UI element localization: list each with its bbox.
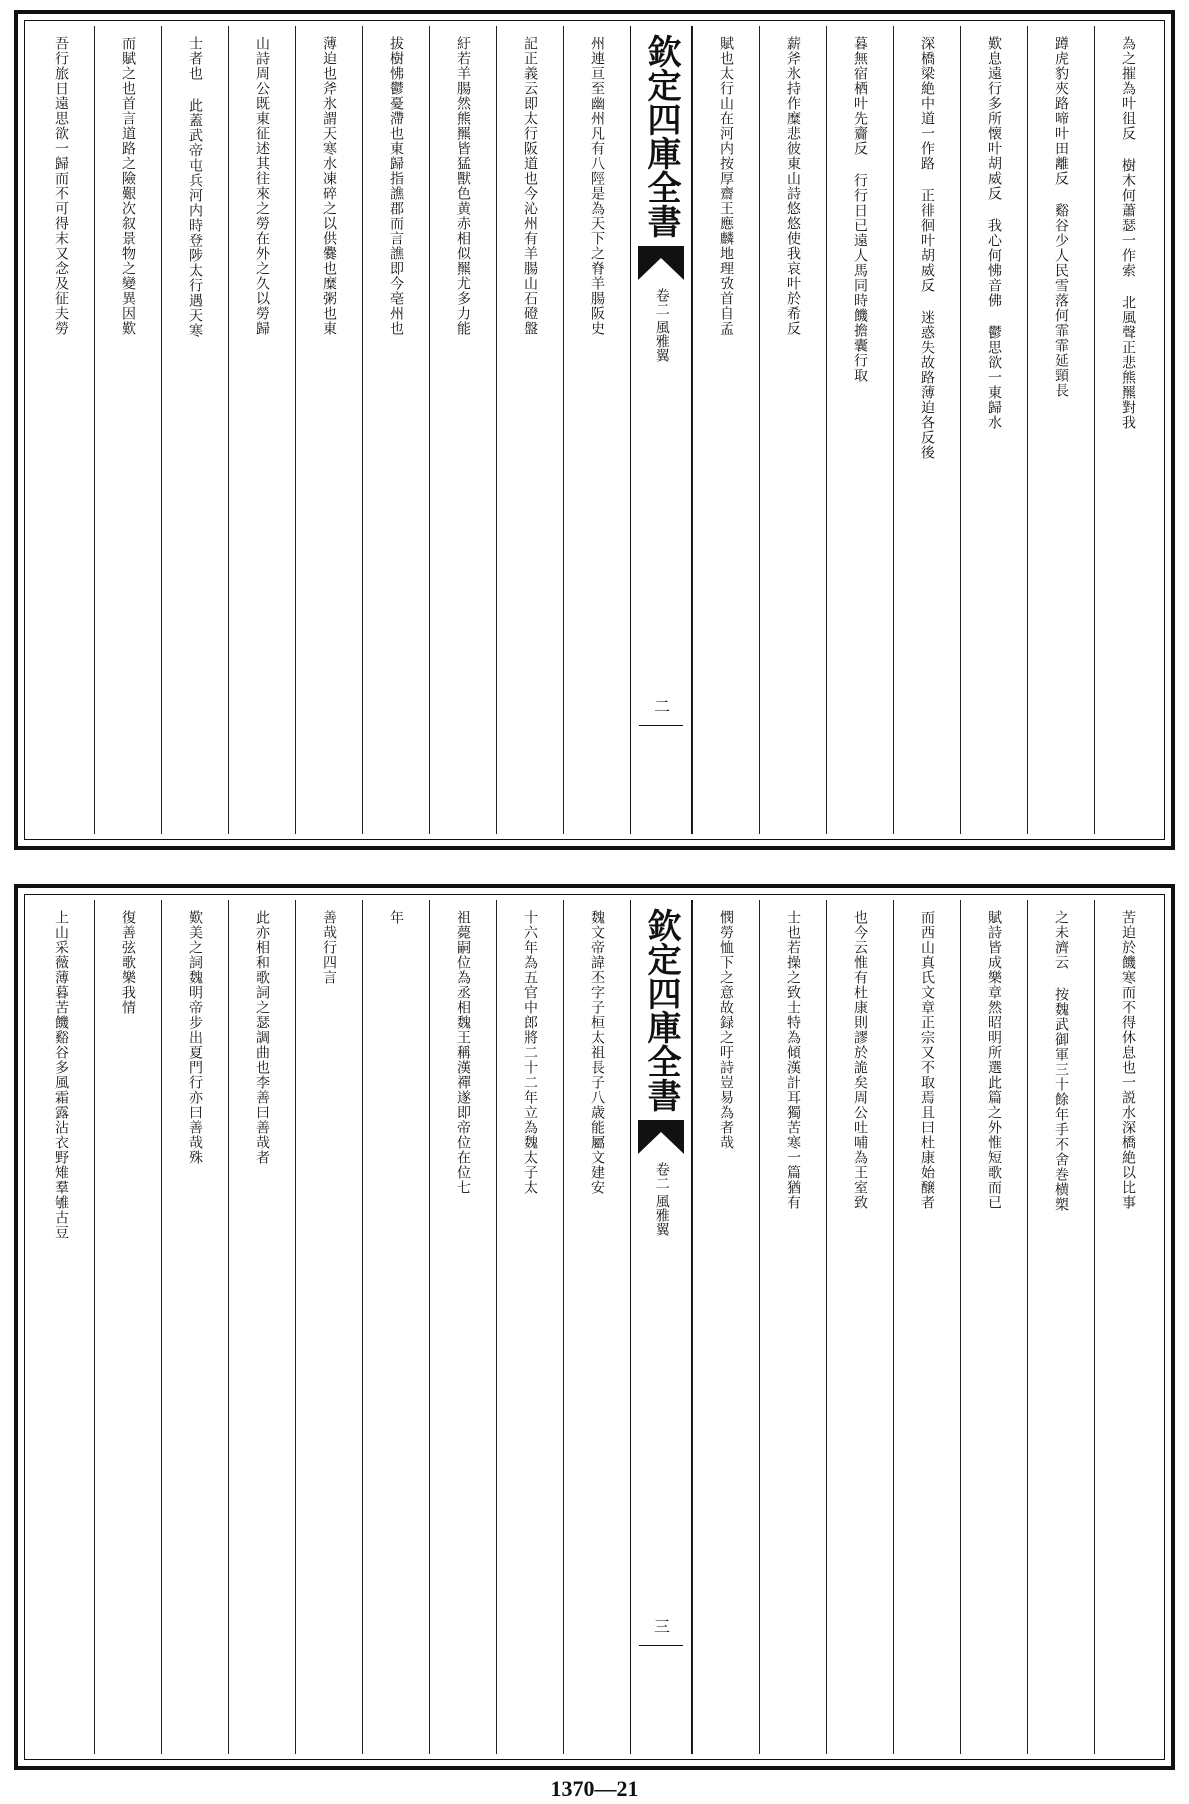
text-column	[295, 900, 362, 1754]
column-text: 暮無宿栖叶先齎反 行行日已遠人馬同時饑擔囊行取	[852, 36, 869, 383]
text-column	[362, 900, 429, 1754]
fish-tail-mark-icon	[638, 1120, 684, 1154]
column-text: 薪斧氷持作糜悲彼東山詩悠悠使我哀叶於希反	[785, 36, 802, 336]
text-column	[1094, 900, 1161, 1754]
spine-volume: 卷二	[653, 288, 670, 316]
spine-title: 欽定四庫全書	[641, 908, 681, 1112]
text-column	[1094, 26, 1161, 834]
text-column	[28, 26, 94, 834]
spine-book-title: 風雅翼	[653, 320, 670, 362]
text-column	[496, 26, 563, 834]
text-column	[893, 26, 960, 834]
column-text: 也今云惟有杜康則謬於詭矣周公吐哺為王室致	[852, 910, 869, 1210]
fish-tail-mark-icon	[638, 246, 684, 280]
column-text: 山詩周公既東征述其往來之勞在外之久以勞歸	[254, 36, 271, 336]
spine-book-title: 風雅翼	[653, 1194, 670, 1236]
text-column	[429, 26, 496, 834]
text-column	[496, 900, 563, 1754]
text-column	[362, 26, 429, 834]
page-spine	[630, 26, 692, 834]
column-text: 州連亘至幽州凡有八陘是為天下之脊羊腸阪史	[589, 36, 606, 336]
text-column	[94, 900, 161, 1754]
column-text: 吾行旅日遠思欲一歸而不可得末又念及征夫勞	[53, 36, 70, 336]
text-column	[826, 26, 893, 834]
spine-page-number: 三	[651, 1618, 671, 1634]
text-column	[960, 900, 1027, 1754]
column-text: 蹲虎豹夾路啼叶田離反 谿谷少人民雪落何霏霏延頸長	[1053, 36, 1070, 398]
column-text: 為之摧為叶徂反 樹木何蕭瑟一作索 北風聲正悲熊羆對我	[1120, 36, 1137, 430]
spine-volume: 卷二	[653, 1162, 670, 1190]
column-text: 記正義云即太行阪道也今沁州有羊腸山石磴盤	[522, 36, 539, 336]
text-column	[1027, 26, 1094, 834]
text-column	[161, 900, 228, 1754]
column-text: 而西山真氏文章正宗又不取焉且曰杜康始醸者	[919, 910, 936, 1210]
text-column	[893, 900, 960, 1754]
page-footer-number: 1370—21	[550, 1776, 639, 1801]
column-text: 賦也太行山在河内按厚齋王應麟地理攷首自孟	[718, 36, 735, 336]
spine-subtitle	[653, 1162, 668, 1236]
page-top	[14, 10, 1175, 850]
page-spine	[630, 900, 692, 1754]
text-column	[960, 26, 1027, 834]
column-text: 歎美之詞魏明帝步出夏門行亦曰善哉殊	[187, 910, 204, 1165]
text-column	[692, 26, 759, 834]
column-text: 歎息遠行多所懐叶胡威反 我心何怫音佛 鬱思欲一東歸水	[986, 36, 1003, 430]
spine-page-number: 二	[651, 698, 671, 714]
column-text: 賦詩皆成樂章然昭明所選此篇之外惟短歌而已	[986, 910, 1003, 1210]
spine-subtitle	[653, 288, 668, 362]
column-text: 拔樹怫鬱憂滯也東歸指譙郡而言譙即今亳州也	[388, 36, 405, 336]
text-column	[295, 26, 362, 834]
column-text: 士也若操之致士特為傾漢計耳獨苦寒一篇猶有	[785, 910, 802, 1210]
text-column	[826, 900, 893, 1754]
column-text: 此亦相和歌詞之瑟調曲也李善曰善哉者	[254, 910, 271, 1165]
column-text: 祖薨嗣位為丞相魏王稱漢禪遂即帝位在位七	[455, 910, 472, 1195]
text-column	[563, 26, 630, 834]
column-text: 士者也 此蓋武帝屯兵河内時登陟太行遇天寒	[187, 36, 204, 338]
column-text: 魏文帝諱丕字子桓太祖長子八歳能屬文建安	[589, 910, 606, 1195]
column-text: 而賦之也首言道路之險艱次叙景物之變異因歎	[120, 36, 137, 336]
column-text: 年	[388, 910, 405, 925]
column-text: 善哉行四言	[321, 910, 338, 985]
spine-divider	[639, 725, 683, 726]
text-column	[161, 26, 228, 834]
text-column	[692, 900, 759, 1754]
text-column	[1027, 900, 1094, 1754]
text-column	[228, 900, 295, 1754]
page-bottom	[14, 884, 1175, 1770]
column-text: 憫勞恤下之意故録之吁詩豈易為者哉	[718, 910, 735, 1150]
column-text: 復善弦歌樂我情	[120, 910, 137, 1015]
text-column	[28, 900, 94, 1754]
text-column	[228, 26, 295, 834]
text-column	[563, 900, 630, 1754]
column-text: 紆若羊腸然熊羆皆猛獸色黄赤相似羆尤多力能	[455, 36, 472, 336]
spine-title: 欽定四庫全書	[641, 34, 681, 238]
column-text: 苦迫於饑寒而不得休息也一説水深橋絶以比事	[1120, 910, 1137, 1210]
column-text: 薄迫也斧氷謂天寒水凍碎之以供爨也糜粥也東	[321, 36, 338, 336]
column-text: 深橋梁絶中道一作路 正徘徊叶胡威反 迷惑失故路薄迫各反後	[919, 36, 936, 460]
column-text: 十六年為五官中郎將二十二年立為魏太子太	[522, 910, 539, 1195]
column-text: 上山采薇薄暮苦饑谿谷多風霜露沾衣野雉羣雊古豆	[53, 910, 70, 1240]
spine-divider	[639, 1645, 683, 1646]
text-column	[759, 900, 826, 1754]
text-column	[94, 26, 161, 834]
text-column	[759, 26, 826, 834]
column-text: 之未濟云 按魏武御軍三十餘年手不舍巻横槊	[1053, 910, 1070, 1212]
text-column	[429, 900, 496, 1754]
